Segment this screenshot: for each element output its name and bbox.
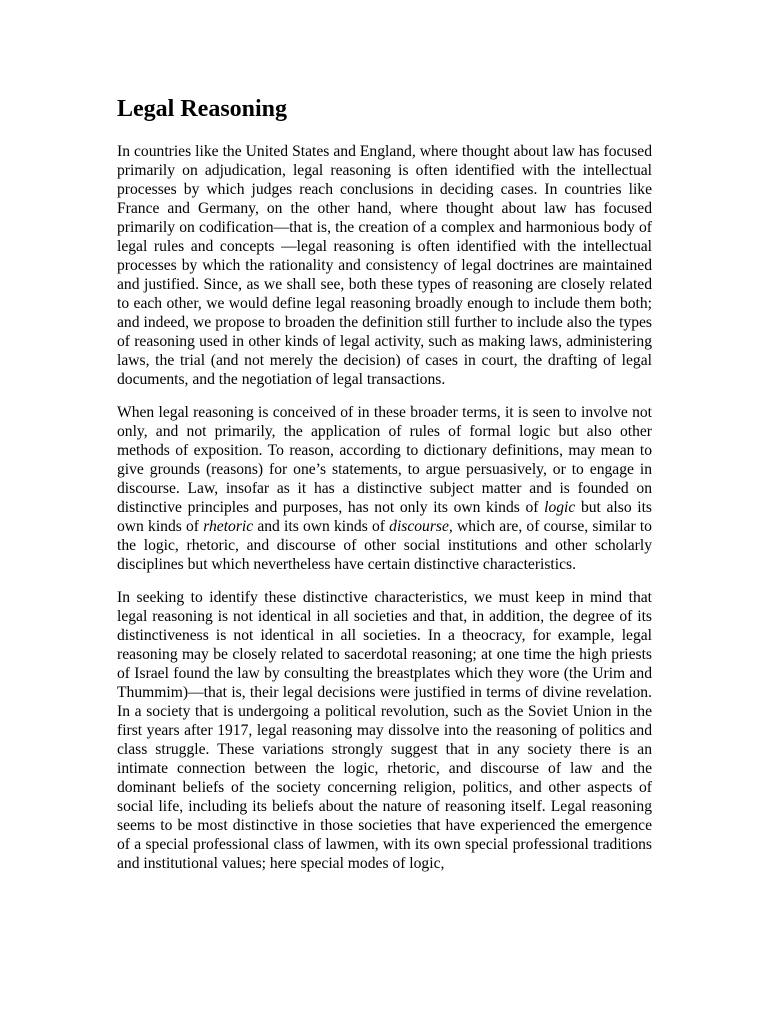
paragraph-2-part-2: but also its own kinds of — [117, 499, 652, 535]
document-title: Legal Reasoning — [117, 96, 288, 122]
paragraph-2-part-4: which are, of course, similar to the logic, rhetoric, and discourse of other social institutions and other scholarly disciplines but which nevertheless have certain distinctive characteristics. — [117, 518, 652, 573]
paragraph-2-part-1: When legal reasoning is conceived of in these broader terms, it is seen to involve not only, and not primarily, the application of rules of formal logic but also other methods of exposition. To reason, according to dictionary definitions, may mean to give grounds (reasons) for one’s statements, to argue persuasively, or to engage in discourse. Law, insofar as it has a distinctive subject matter and is founded on distinctive principles and purposes, has not only its own kinds of — [117, 404, 652, 516]
paragraph-2-part-3: and its own kinds of — [253, 518, 390, 535]
emphasis-rhetoric: rhetoric — [203, 518, 254, 535]
paragraph-1: In countries like the United States and England, where thought about law has focused primarily on adjudication, legal reasoning is often identified with the intellectual processes by which judges reach conclusions in deciding cases. In countries like France and Germany, on the other hand, where thought about law has focused primarily on codification—that is, the creation of a complex and harmonious body of legal rules and concepts —legal reasoning is often identified with the intellectual processes by which the rationality and consistency of legal doctrines are maintained and justified. Since, as we shall see, both these types of reasoning are closely related to each other, we would define legal reasoning broadly enough to include them both; and indeed, we propose to broaden the definition still further to include also the types of reasoning used in other kinds of legal activity, such as making laws, administering laws, the trial (and not merely the decision) of cases in court, the drafting of legal documents, and the negotiation of legal transactions. — [117, 143, 652, 388]
paragraph-2 — [117, 403, 652, 574]
paragraph-3: In seeking to identify these distinctive characteristics, we must keep in mind that legal reasoning is not identical in all societies and that, in addition, the degree of its distinctiveness is not identical in all societies. In a theocracy, for example, legal reasoning may be closely related to sacerdotal reasoning; at one time the high priests of Israel found the law by consulting the breastplates which they wore (the Urim and Thummim)—that is, their legal decisions were justified in terms of divine revelation. In a society that is undergoing a political revolution, such as the Soviet Union in the first years after 1917, legal reasoning may dissolve into the reasoning of politics and class struggle. These variations strongly suggest that in any society there is an intimate connection between the logic, rhetoric, and discourse of law and the dominant beliefs of the society concerning religion, politics, and other aspects of social life, including its beliefs about the nature of reasoning itself. Legal reasoning seems to be most distinctive in those societies that have experienced the emergence of a special professional class of lawmen, with its own special professional traditions and institutional values; here special modes of logic, — [117, 589, 652, 872]
document-page — [117, 92, 652, 887]
emphasis-discourse: discourse, — [389, 518, 453, 535]
emphasis-logic: logic — [544, 499, 576, 516]
